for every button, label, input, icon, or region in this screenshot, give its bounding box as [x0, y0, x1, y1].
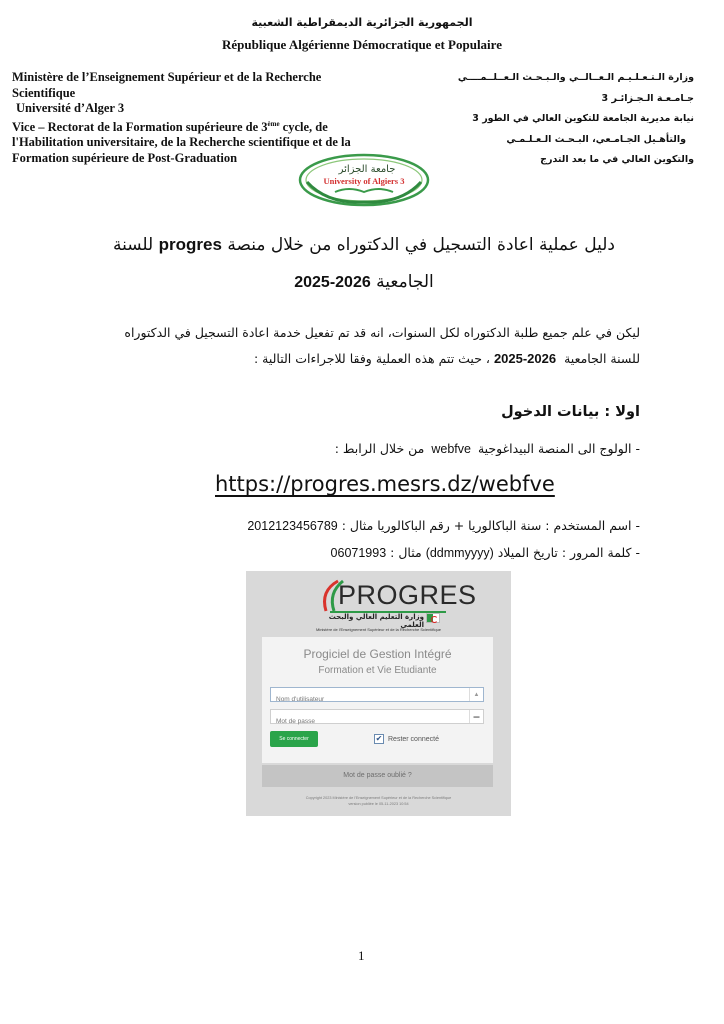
logo-arabic-text: جامعة الجزائر [338, 164, 396, 175]
vice-rectorat-line-ar: والتأهـيل الجـامـعي، البـحـث الـعـلـمـي [506, 133, 686, 145]
password-input[interactable] [271, 715, 461, 728]
progres-brand: PROGRES [338, 580, 477, 610]
vice-rectorat-text: cycle, de [279, 119, 328, 134]
title-line-2 [60, 264, 668, 301]
university-name: Université d’Alger 3 [16, 101, 125, 116]
document-title [60, 226, 668, 301]
title-text: الجامعية [376, 272, 434, 292]
app-subtitle: Formation et Vie Etudiante [318, 665, 437, 676]
ministry-line: Scientifique [12, 85, 76, 100]
title-platform: progres [158, 235, 222, 254]
password-instruction [331, 545, 640, 560]
copyright-text: Copyright 2023 Ministère de l'Enseignement Supérieur et de la Recherche Scientifique [305, 796, 452, 800]
platform-name: webfve [431, 442, 471, 456]
vice-rectorat-line-ar: والتكوين العالي في ما بعد التدرج [540, 154, 694, 165]
app-title: Progiciel de Gestion Intégré [303, 647, 452, 661]
lock-icon: ▬ [469, 710, 483, 723]
vice-rectorat-line: l'Habilitation universitaire, de la Recherche scientifique et de la [12, 135, 351, 150]
version-text: version publiée le 05-11-2023 10:54 [348, 802, 409, 806]
password-format: (ddmmyyyy) [425, 546, 494, 560]
intro-text: ، حيث تتم هذه العملية وفقا للاجراءات التالية : [253, 351, 490, 366]
vice-rectorat-line: Formation supérieure de Post-Graduation [12, 150, 238, 165]
username-instruction [247, 518, 640, 533]
intro-line-2 [80, 346, 640, 372]
ministry-line-ar: وزارة الـتـعـلـيـم الـعــالــي والـبـحـث الـعــلــمــــي [457, 72, 694, 83]
username-field [270, 687, 484, 702]
vice-rectorat-text: Vice – Rectorat de la Formation supérieure de 3 [12, 119, 268, 134]
forgot-password-link[interactable]: Mot de passe oublié ? [262, 765, 493, 787]
ministry-block-arabic [457, 68, 694, 171]
progres-login-screenshot [246, 571, 511, 816]
access-instruction [335, 441, 640, 456]
intro-text: للسنة الجامعية [564, 351, 640, 366]
username-example: 2012123456789 [247, 519, 338, 533]
header-arabic-republic: الجمهورية الجزائرية الديمقراطية الشعبية [251, 16, 473, 29]
page-number: 1 [358, 948, 365, 963]
logo-english-text: University of Algiers 3 [323, 176, 405, 186]
intro-line-1: ليكن في علم جميع طلبة الدكتوراه لكل السنوات، انه قد تم تفعيل خدمة اعادة التسجيل في الدكتوراه [124, 325, 640, 340]
username-label: - اسم المستخدم : سنة الباكالوريا + رقم الباكالوريا مثال : [341, 518, 640, 533]
progres-logo [316, 577, 477, 615]
remember-label: Rester connecté [388, 735, 439, 743]
header-french-republic: République Algérienne Démocratique et Populaire [222, 37, 502, 52]
login-button[interactable]: Se connecter [270, 731, 318, 747]
user-icon: ▲ [469, 688, 483, 701]
vice-rectorat-line-ar: نيابة مديرية الجامعة للتكوين العالي في الطور 3 [472, 113, 694, 124]
ministry-arabic: وزارة التعليم العالي والبحث العلمي [328, 613, 424, 629]
vice-rectorat-line [12, 117, 392, 136]
progres-link[interactable]: https://progres.mesrs.dz/webfve [215, 472, 555, 496]
title-line-1 [60, 226, 668, 264]
section-title-login-data: اولا : بيانات الدخول [501, 404, 640, 420]
university-name-ar: جـامـعـة الـجـزائـر 3 [601, 92, 694, 104]
username-input[interactable] [271, 693, 461, 706]
university-logo [297, 152, 431, 208]
checkbox-checked-icon[interactable]: ✔ [375, 734, 383, 743]
ministry-line: Ministère de l’Enseignement Supérieur et de la Recherche [12, 70, 322, 84]
title-text: للسنة [113, 235, 154, 255]
superscript: ème [267, 119, 280, 128]
login-panel [262, 637, 493, 763]
access-text: - الولوج الى المنصة البيداغوجية [477, 441, 640, 456]
password-example: 06071993 [330, 546, 387, 560]
ministry-french: Ministère de l'Enseignement Supérieur et de la Recherche Scientifique [315, 627, 442, 632]
password-label: - كلمة المرور : تاريخ الميلاد [497, 545, 640, 560]
password-field [270, 709, 484, 724]
access-text: من خلال الرابط : [334, 441, 425, 456]
copyright-notice [256, 795, 501, 807]
intro-year: 2025-2026 [493, 351, 557, 366]
intro-paragraph [80, 320, 640, 372]
password-example-label: مثال : [390, 545, 422, 560]
algeria-flag-icon [426, 613, 440, 623]
remember-me-toggle[interactable] [374, 734, 439, 744]
title-year: 2025-2026 [294, 274, 371, 291]
title-text: دليل عملية اعادة التسجيل في الدكتوراه من خلال منصة [227, 235, 615, 255]
